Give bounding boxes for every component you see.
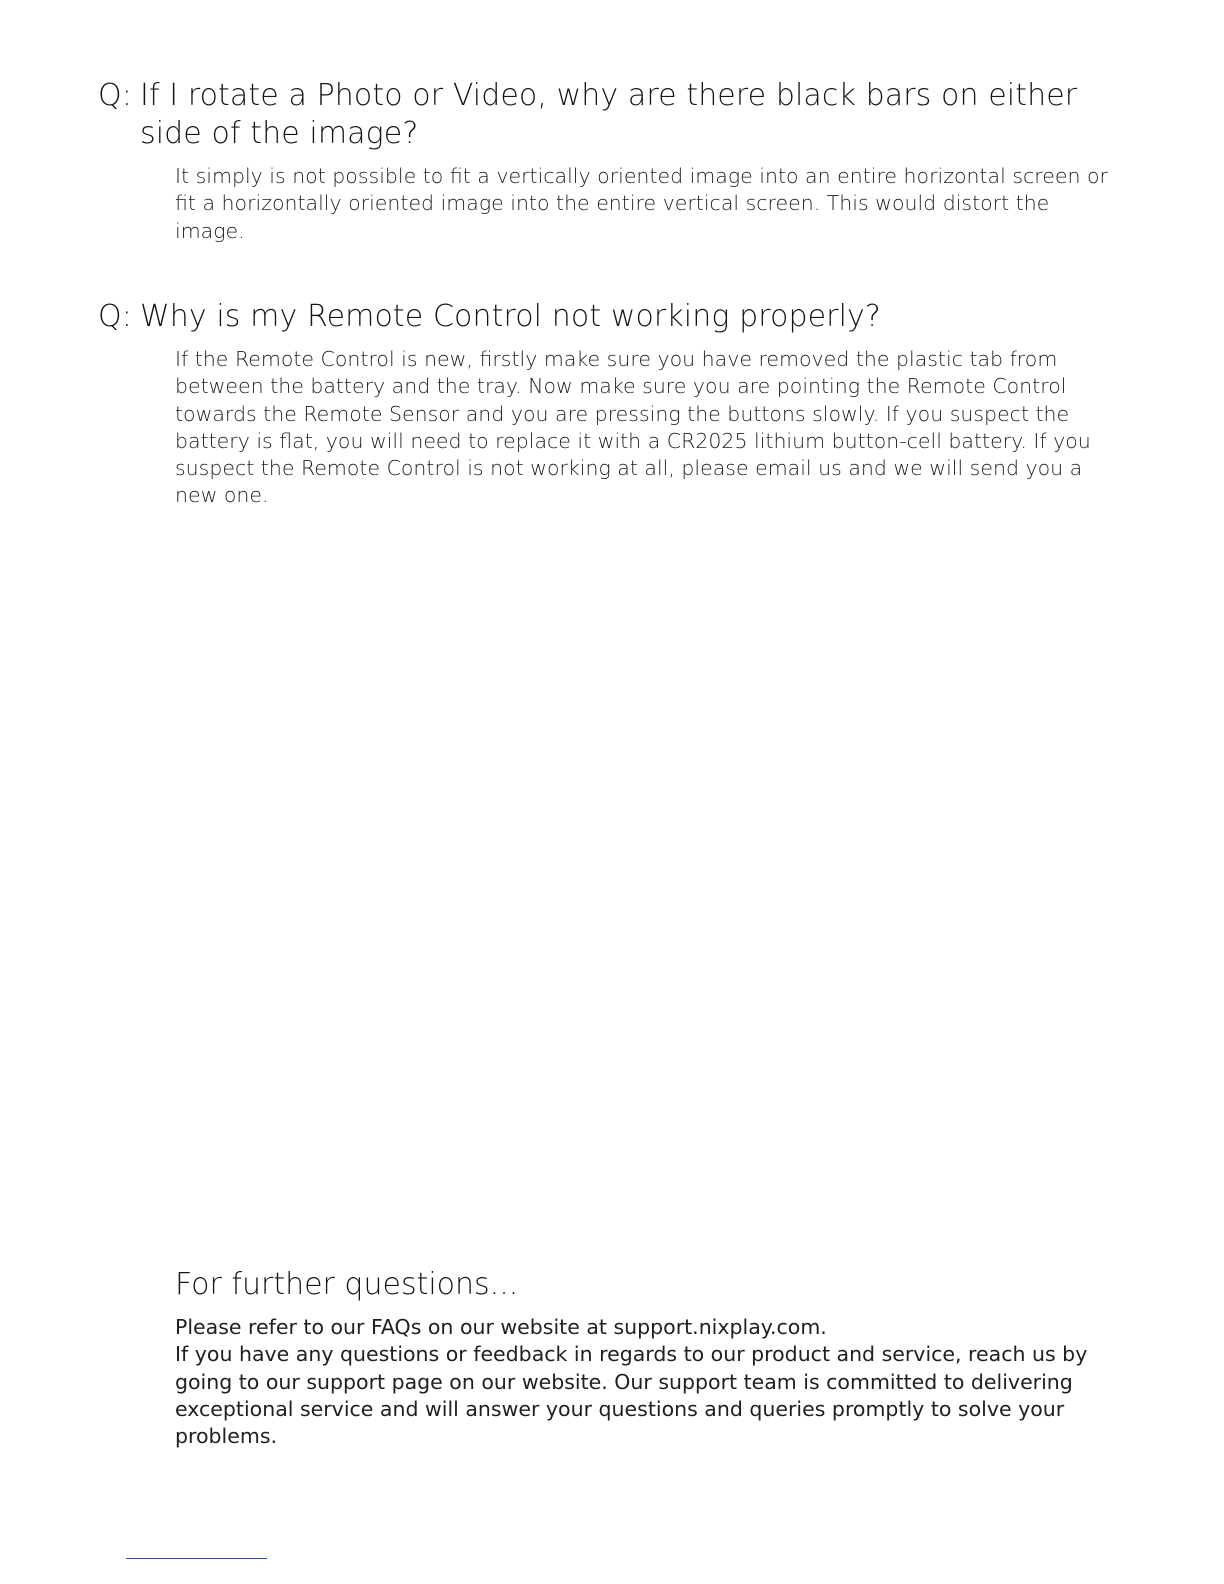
- question-text: Why is my Remote Control not working properly?: [140, 299, 881, 334]
- faq-item-black-bars: [98, 77, 1138, 245]
- further-questions-body: Please refer to our FAQs on our website at support.nixplay.com. If you have any questions or feedback in regards to our product and service, reach us by going to our support page on our website. Our support team is committed to delivering exceptional service and will answer your questions and queries promptly to solve your problems.: [175, 1315, 1088, 1449]
- further-questions-title: For further questions...: [175, 1267, 519, 1302]
- footnote-divider: [126, 1558, 267, 1559]
- question-text: If I rotate a Photo or Video, why are there black bars on either side of the image?: [140, 78, 1078, 151]
- question-prefix: Q:: [98, 299, 132, 334]
- faq-question: [98, 77, 1138, 153]
- faq-question: [98, 298, 1138, 336]
- faq-item-remote-control: [98, 298, 1138, 510]
- question-prefix: Q:: [98, 78, 132, 113]
- faq-answer: It simply is not possible to fit a vertically oriented image into an entire horizontal screen or fit a horizontally oriented image into the entire vertical screen. This would distort the image.: [175, 164, 1108, 243]
- faq-answer: If the Remote Control is new, firstly make sure you have removed the plastic tab from between the battery and the tray. Now make sure you are pointing the Remote Control towards the Remote Sensor and you are pressing the buttons slowly. If you suspect the battery is flat, you will need to replace it with a CR2025 lithium button-cell battery. If you suspect the Remote Control is not working at all, please email us and we will send you a new one.: [175, 347, 1091, 508]
- further-questions-section: [175, 1266, 1140, 1450]
